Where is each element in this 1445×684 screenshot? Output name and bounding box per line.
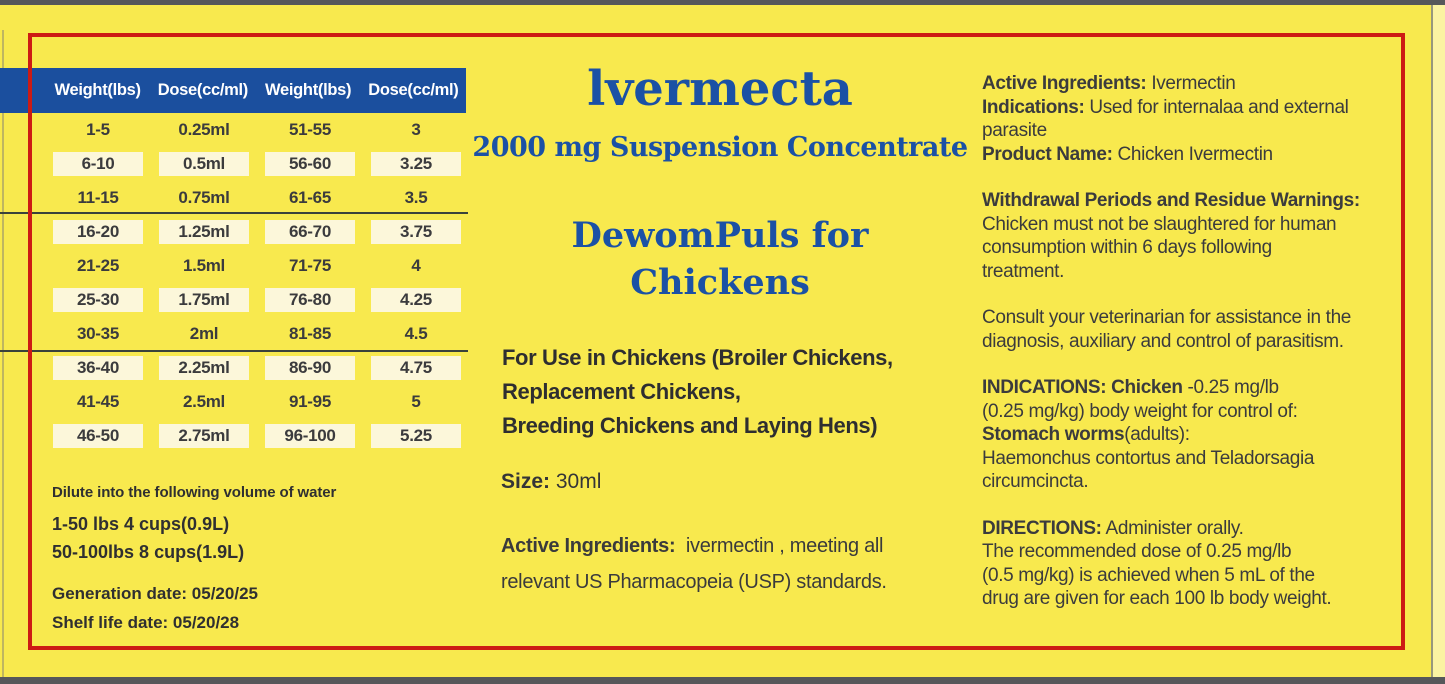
info-line: consumption within 6 days following [982,237,1272,258]
table-cell: 66-70 [257,220,363,244]
product-name-line-1: DewomPuls for [571,215,869,256]
table-cell: 30-35 [77,324,119,343]
table-cell: 0.75ml [178,188,230,207]
table-cell: 91-95 [289,392,331,411]
red-border-frame [28,33,1405,650]
table-cell: 76-80 [257,288,363,312]
size-label: Size: [501,470,551,493]
table-cell: 1.5ml [183,256,225,275]
table-cell: 16-20 [45,220,151,244]
info-line: Active Ingredients: Ivermectin [982,73,1236,94]
product-name-line-2: Chickens [630,262,810,303]
info-line: Consult your veterinarian for assistance in the [982,307,1352,328]
use-statement-line-1: For Use in Chickens (Broiler Chickens, [502,345,893,370]
brand-name: lvermecta [587,61,853,117]
generation-date: Generation date: 05/20/25 [52,584,258,603]
table-cell: 25-30 [45,288,151,312]
label-right-edge [1431,5,1445,677]
table-cell: 1.25ml [151,220,257,244]
table-cell: 2.75ml [151,424,257,448]
use-statement-line-3: Breeding Chickens and Laying Hens) [502,413,878,438]
table-cell: 61-65 [289,188,331,207]
table-cell: 6-10 [45,152,151,176]
table-cell: 21-25 [77,256,119,275]
table-cell: 3.5 [404,188,428,207]
info-line: treatment. [982,260,1065,282]
info-line: Product Name: Chicken Ivermectin [982,143,1273,165]
table-cell: 1.75ml [151,288,257,312]
table-cell: 2.5ml [183,392,225,411]
column-header-dose-1: Dose(cc/ml) [157,81,248,99]
info-line: (0.25 mg/kg) body weight for control of: [982,400,1298,422]
column-header-dose-2: Dose(cc/ml) [368,81,459,99]
active-ingredients-label: Active Ingredients: [501,535,676,557]
size-value: 30ml [555,470,602,493]
table-cell: 71-75 [289,256,331,275]
column-header-weight-1: Weight(lbs) [54,81,141,99]
strength-subtitle: 2000 mg Suspension Concentrate [472,132,968,163]
table-cell: 86-90 [257,356,363,380]
info-line: Stomach worms(adults): [982,424,1190,445]
active-ingredients-line-2: relevant US Pharmacopeia (USP) standards. [501,571,887,593]
table-cell: 0.5ml [151,152,257,176]
table-cell: 3.25 [363,152,469,176]
table-cell: 2.25ml [151,356,257,380]
table-cell: 4 [411,256,421,275]
column-header-weight-2: Weight(lbs) [265,81,352,99]
table-cell: 3 [411,120,421,139]
table-cell: 51-55 [289,120,331,139]
info-line: Indications: Used for internalaa and external [982,96,1349,118]
table-cell: 3.75 [363,220,469,244]
dilution-volume-1: 1-50 lbs 4 cups(0.9L) [52,514,230,534]
shelf-life-date: Shelf life date: 05/20/28 [52,613,240,632]
active-ingredients-value: ivermectin , meeting all [685,535,884,557]
info-line: INDICATIONS: Chicken -0.25 mg/lb [982,377,1279,398]
table-cell: 81-85 [289,324,331,343]
table-cell: 41-45 [77,392,119,411]
table-cell: 5 [411,392,421,411]
info-line: diagnosis, auxiliary and control of parasitism. [982,330,1344,352]
info-line: circumcincta. [982,471,1089,492]
info-line: Withdrawal Periods and Residue Warnings: [982,190,1360,211]
table-cell: 11-15 [77,188,119,207]
table-cell: 56-60 [257,152,363,176]
table-cell: 5.25 [363,424,469,448]
info-line: parasite [982,120,1047,141]
table-cell: 2ml [189,324,219,343]
table-cell: 1-5 [86,120,110,139]
info-line: The recommended dose of 0.25 mg/lb [982,541,1292,562]
label-left-edge-line [2,30,4,677]
table-cell: 0.25ml [178,120,230,139]
table-cell: 46-50 [45,424,151,448]
use-statement-line-2: Replacement Chickens, [502,379,741,404]
table-cell: 36-40 [45,356,151,380]
info-line: Chicken must not be slaughtered for human [982,213,1337,235]
table-cell: 4.25 [363,288,469,312]
info-line: drug are given for each 100 lb body weight. [982,588,1332,609]
info-line: Haemonchus contortus and Teladorsagia [982,447,1315,469]
info-line: (0.5 mg/kg) is achieved when 5 mL of the [982,564,1315,586]
table-cell: 4.75 [363,356,469,380]
dilution-title: Dilute into the following volume of water [52,484,337,501]
info-line: DIRECTIONS: Administer orally. [982,517,1244,539]
dilution-volume-2: 50-100lbs 8 cups(1.9L) [52,542,245,562]
table-cell: 4.5 [404,324,428,343]
table-cell: 96-100 [257,424,363,448]
